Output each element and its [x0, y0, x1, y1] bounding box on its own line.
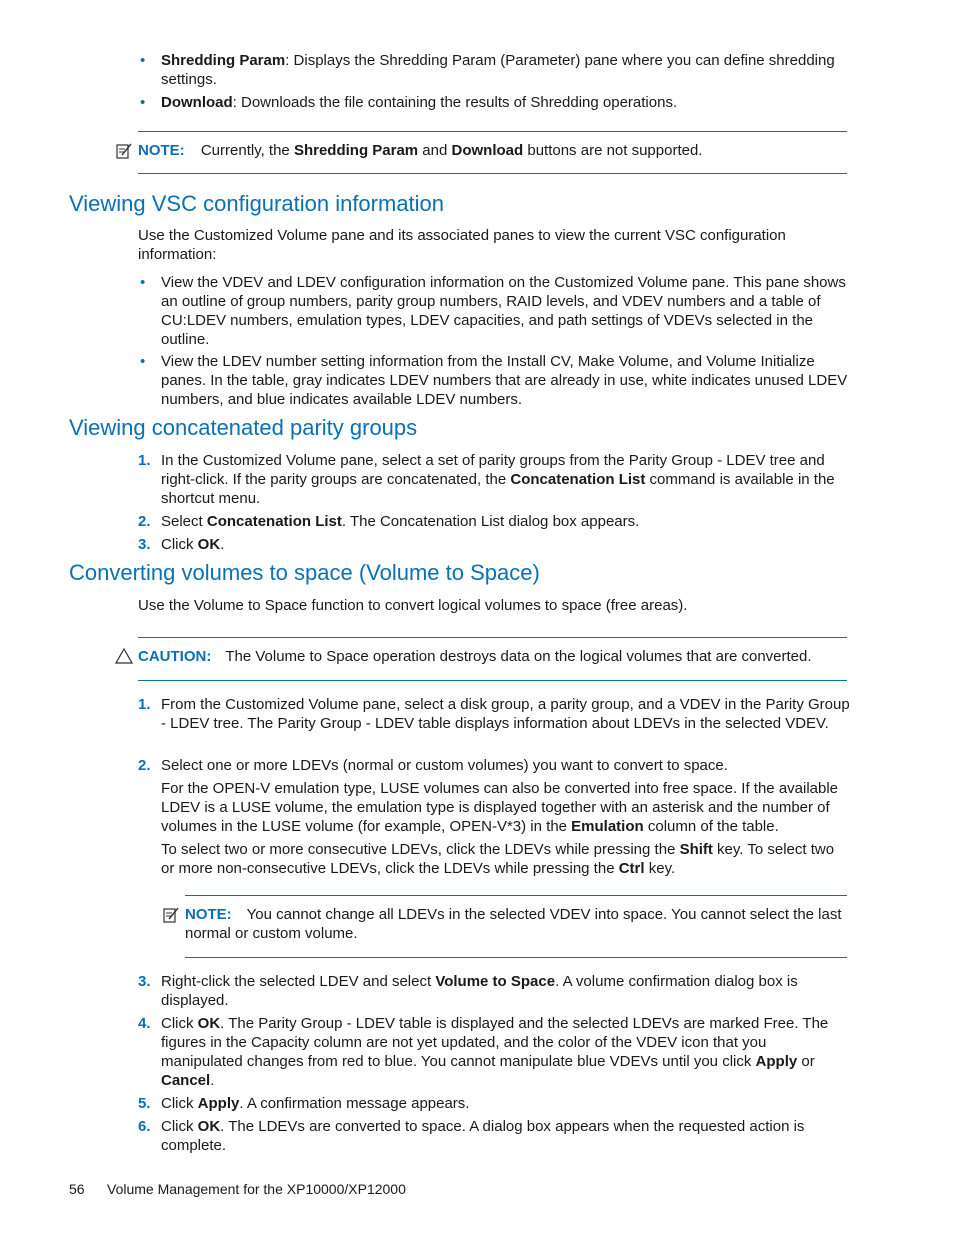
bullet-term: Download [161, 94, 233, 111]
step-text: column of the table. [643, 818, 779, 835]
step-item [161, 972, 851, 1010]
step-item: Select one or more LDEVs (normal or custom volumes) you want to convert to space. [161, 757, 728, 774]
step-text: . [210, 1072, 215, 1089]
step-text: Click [161, 1095, 198, 1112]
step-text: To select two or more consecutive LDEVs, click the LDEVs while pressing the [161, 841, 680, 858]
step-term: Apply [755, 1053, 798, 1070]
step-number: 2. [138, 757, 151, 774]
step-item [161, 451, 851, 508]
step-text: . [220, 536, 225, 553]
step-term: Volume to Space [435, 973, 556, 990]
step-term: Emulation [571, 818, 644, 835]
step-text: Select [161, 513, 207, 530]
note-rule-top [185, 895, 847, 896]
step-text: For the OPEN-V emulation type, LUSE volumes can also be converted into free space. If the available LDEV is a LUSE volume, the emulation type is displayed together with an asterisk and the number of volumes in the LUSE volume (for example, OPEN-V*3) in the [161, 780, 839, 835]
bullet-vdev-ldev-info: View the VDEV and LDEV configuration information on the Customized Volume pane. This pane shows an outline of group numbers, parity group numbers, RAID levels, and VDEV numbers and a table of CU:LDEV numbers, emulation types, LDEV capacities, and path settings of VDEVs selected in the outline. [161, 274, 846, 348]
step-text: key. [644, 860, 676, 877]
step-number: 5. [138, 1095, 151, 1112]
note-icon [162, 906, 180, 924]
bullet-ldev-number-info: View the LDEV number setting information from the Install CV, Make Volume, and Volume Initialize panes. In the table, gray indicates LDEV numbers that are already in use, white indicates unused LDEV numbers, and blue indicates available LDEV numbers. [161, 353, 848, 408]
caution-text: The Volume to Space operation destroys data on the logical volumes that are converted. [225, 648, 812, 665]
caution-data-destroyed [138, 647, 848, 666]
bullet-marker: • [140, 94, 146, 111]
step-paragraph [161, 840, 851, 878]
step-item [161, 1117, 851, 1155]
step-text: . A confirmation message appears. [239, 1095, 470, 1112]
caution-rule-bottom [138, 680, 847, 681]
note-rule-bottom [138, 173, 847, 174]
step-text: Right-click the selected LDEV and select [161, 973, 436, 990]
step-number: 3. [138, 536, 151, 553]
step-text: . The Concatenation List dialog box appears. [341, 513, 640, 530]
step-number: 4. [138, 1015, 151, 1032]
bullet-marker: • [140, 353, 146, 370]
step-text: . A volume confirmation dialog box is displayed. [161, 973, 798, 1009]
step-paragraph [161, 779, 851, 836]
note-term: Shredding Param [293, 142, 419, 159]
note-label: NOTE: [138, 142, 185, 159]
step-text: . The Parity Group - LDEV table is displayed and the selected LDEVs are marked Free. The figures in the Capacity column are not yet updated, and the color of the VDEV icon that you manipulated changes from red to blue. You cannot manipulate blue VDEVs until you click [161, 1015, 829, 1070]
note-text: buttons are not supported. [523, 142, 703, 159]
step-term: Ctrl [618, 860, 645, 877]
caution-rule-top [138, 637, 847, 638]
step-item [161, 535, 851, 554]
step-term: Cancel [161, 1072, 211, 1089]
section-heading-concatenated: Viewing concatenated parity groups [69, 415, 418, 440]
step-term: OK [197, 1015, 221, 1032]
section-heading-volume-to-space: Converting volumes to space (Volume to Space) [69, 560, 540, 585]
step-text: command is available in the shortcut menu. [161, 471, 835, 507]
bullet-term: Shredding Param [161, 52, 286, 69]
note-term: Download [451, 142, 524, 159]
step-term: Apply [197, 1095, 240, 1112]
step-item [161, 512, 851, 531]
step-number: 2. [138, 513, 151, 530]
note-text: and [418, 142, 452, 159]
step-item [161, 1094, 851, 1113]
bullet-shredding-param [161, 51, 851, 89]
step-term: Shift [679, 841, 713, 858]
bullet-text: : Downloads the file containing the results of Shredding operations. [232, 94, 678, 111]
step-text: key. To select two or more non-consecutive LDEVs, click the LDEVs while pressing the [161, 841, 835, 877]
step-item: From the Customized Volume pane, select a disk group, a parity group, and a VDEV in the Parity Group - LDEV tree. The Parity Group - LDEV table displays information about LDEVs in the selected VDEV. [161, 696, 850, 732]
caution-icon [115, 648, 133, 664]
step-text: In the Customized Volume pane, select a set of parity groups from the Parity Group - LDEV tree and right-click. If the parity groups are concatenated, the [161, 452, 825, 488]
caution-label: CAUTION: [138, 648, 212, 665]
section-intro: Use the Customized Volume pane and its associated panes to view the current VSC configuration information: [138, 227, 786, 263]
step-text: Click [161, 1118, 198, 1135]
bullet-text: : Displays the Shredding Param (Parameter) pane where you can define shredding settings. [161, 52, 835, 88]
step-term: Concatenation List [510, 471, 646, 488]
step-text: . The LDEVs are converted to space. A dialog box appears when the requested action is complete. [161, 1118, 805, 1154]
note-text: You cannot change all LDEVs in the selected VDEV into space. You cannot select the last normal or custom volume. [185, 906, 842, 942]
bullet-marker: • [140, 52, 146, 69]
step-number: 1. [138, 452, 151, 469]
note-label: NOTE: [185, 906, 232, 923]
step-text: Click [161, 536, 198, 553]
page-number: 56 [69, 1181, 85, 1197]
step-text: Click [161, 1015, 198, 1032]
footer-title: Volume Management for the XP10000/XP12000 [107, 1181, 406, 1197]
step-number: 3. [138, 973, 151, 990]
bullet-marker: • [140, 274, 146, 291]
note-icon [115, 142, 133, 160]
note-last-volume [185, 905, 845, 943]
note-text: Currently, the [200, 142, 294, 159]
step-number: 6. [138, 1118, 151, 1135]
step-number: 1. [138, 696, 151, 713]
note-currently-unsupported [138, 141, 848, 160]
step-term: Concatenation List [206, 513, 342, 530]
step-term: OK [197, 536, 221, 553]
step-term: OK [197, 1118, 221, 1135]
step-text: or [797, 1053, 815, 1070]
section-heading-vsc-config: Viewing VSC configuration information [69, 191, 445, 216]
note-rule-bottom [185, 957, 847, 958]
note-rule-top [138, 131, 847, 132]
step-item [161, 1014, 851, 1090]
bullet-download [161, 93, 851, 112]
section-intro: Use the Volume to Space function to convert logical volumes to space (free areas). [138, 597, 688, 614]
